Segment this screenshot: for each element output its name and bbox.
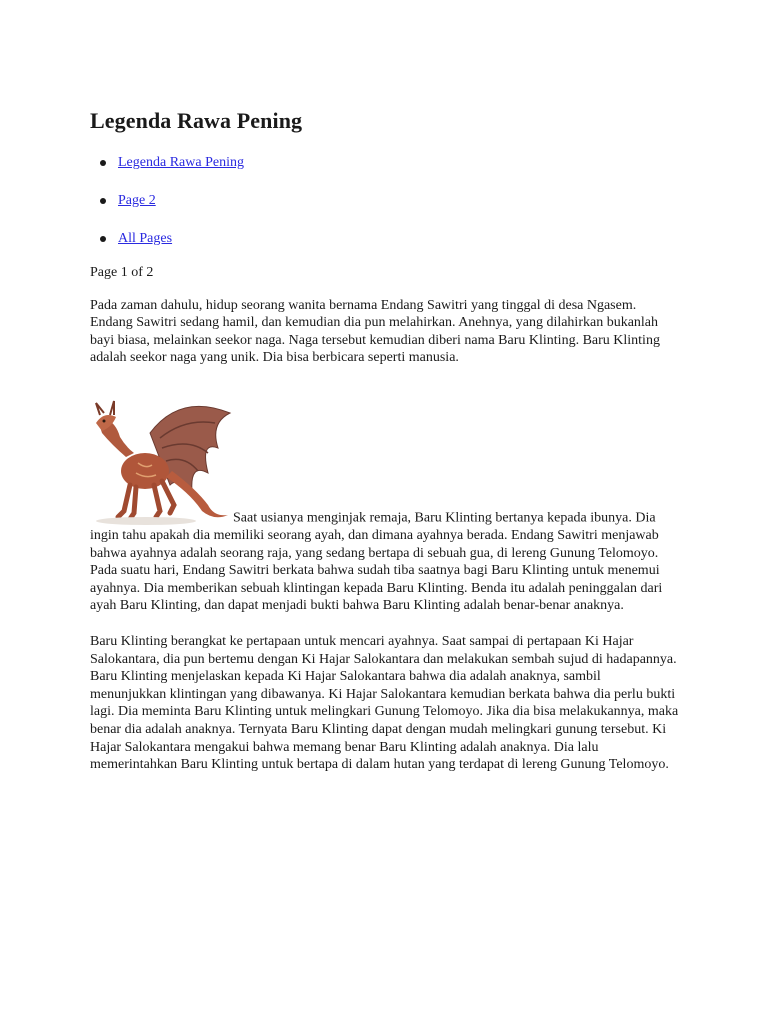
link-legenda-rawa-pening[interactable]: Legenda Rawa Pening xyxy=(118,155,244,170)
page-nav-list xyxy=(90,154,680,248)
paragraph-2 xyxy=(90,393,680,615)
dragon-icon xyxy=(90,393,232,527)
list-item xyxy=(118,192,680,210)
paragraph-2-text: Saat usianya menginjak remaja, Baru Klinting bertanya kepada ibunya. Dia ingin tahu apakah dia memiliki seorang ayah, dan dimana ayahnya berada. Endang Sawitri menjawab bahwa ayahnya adalah seorang raja, yang sedang bertapa di sebuah gua, di lereng Gunung Telomoyo. Pada suatu hari, Endang Sawitri berkata bahwa sudah tiba saatnya bagi Baru Klinting untuk menemui ayahnya. Dia memberikan sebuah klintingan kepada Baru Klinting. Benda itu adalah peninggalan dari ayah Baru Klinting, dan dapat menjadi bukti bahwa Baru Klinting adalah benar-benar anaknya. xyxy=(90,510,663,614)
document-content xyxy=(90,108,680,774)
page-indicator: Page 1 of 2 xyxy=(90,265,154,280)
link-all-pages[interactable]: All Pages xyxy=(118,231,173,246)
paragraph-3: Baru Klinting berangkat ke pertapaan untuk mencari ayahnya. Saat sampai di pertapaan Ki Hajar Salokantara, dia pun bertemu dengan Ki Hajar Salokantara dan melakukan sembah sujud di hadapannya. Baru Klinting menjelaskan kepada Ki Hajar Salokantara bahwa dia adalah anaknya, sambil menunjukkan klintingan yang dibawanya. Ki Hajar Salokantara kemudian berkata bahwa dia perlu bukti lagi. Dia meminta Baru Klinting untuk melingkari Gunung Telomoyo. Jika dia bisa melakukannya, maka benar dia adalah anaknya. Ternyata Baru Klinting dapat dengan mudah melingkari gunung tersebut. Ki Hajar Salokantara mengakui bahwa memang benar Baru Klinting adalah anaknya. Dia lalu memerintahkan Baru Klinting untuk bertapa di dalam hutan yang terdapat di lereng Gunung Telomoyo. xyxy=(90,633,679,773)
list-item xyxy=(118,154,680,172)
list-item xyxy=(118,230,680,248)
page-title: Legenda Rawa Pening xyxy=(90,108,303,133)
paragraph-1: Pada zaman dahulu, hidup seorang wanita bernama Endang Sawitri yang tinggal di desa Ngasem. Endang Sawitri sedang hamil, dan kemudian dia pun melahirkan. Anehnya, yang dilahirkan bukanlah bayi biasa, melainkan seekor naga. Naga tersebut kemudian diberi nama Baru Klinting. Baru Klinting adalah seekor naga yang unik. Dia bisa berbicara seperti manusia. xyxy=(90,297,660,366)
link-page-2[interactable]: Page 2 xyxy=(118,193,156,208)
